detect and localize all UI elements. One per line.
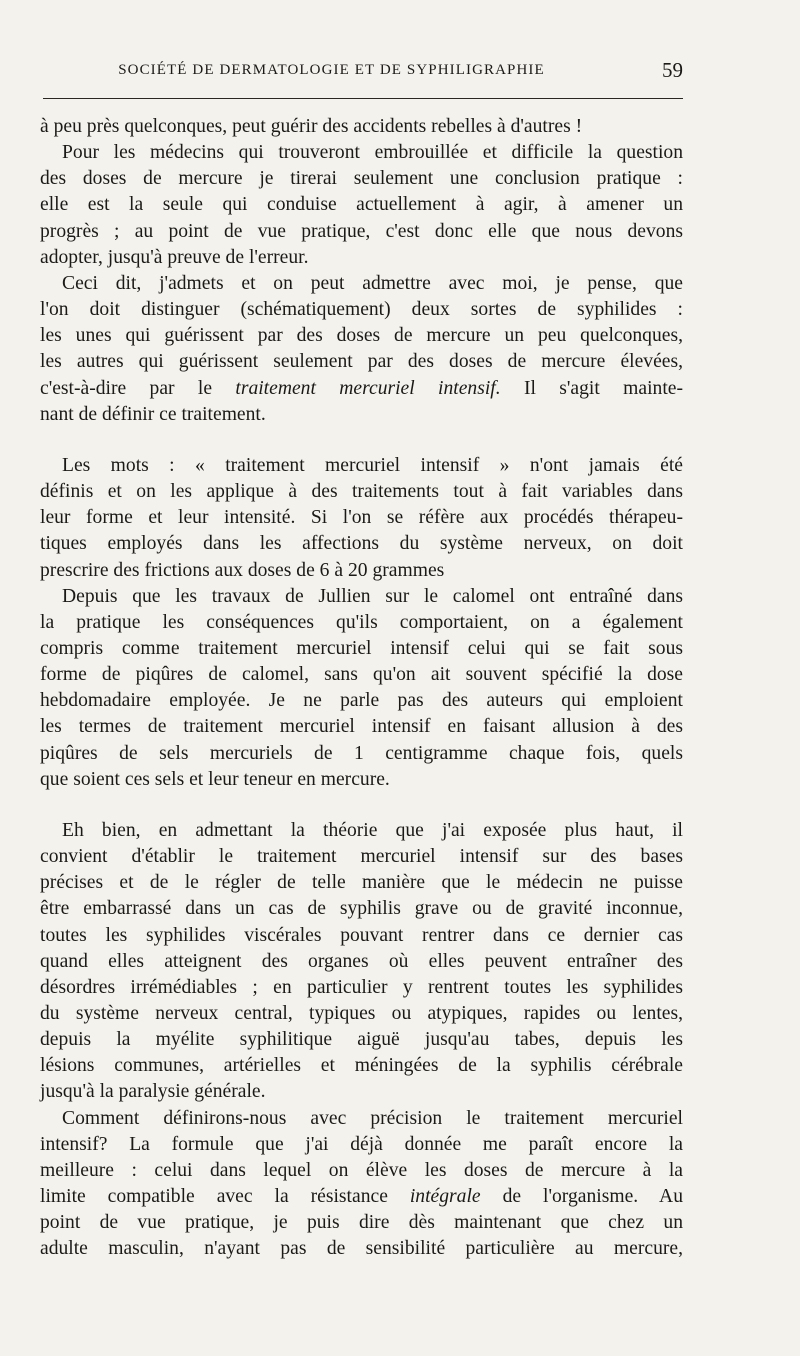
text-run: du système nerveux central, typiques ou atypiques, rapides ou lentes,	[40, 1003, 683, 1024]
text-run: piqûres de sels mercuriels de 1 centigramme chaque fois, quels	[40, 742, 683, 764]
text-run: depuis la myélite syphilitique aiguë jusqu'au tabes, depuis les	[40, 1029, 683, 1051]
text-run: adulte masculin, n'ayant pas de sensibilité particulière au mercure,	[40, 1238, 683, 1260]
text-line	[40, 870, 683, 896]
text-line	[40, 166, 683, 192]
text-run: intensif? La formule que j'ai déjà donnée me paraît encore la	[40, 1133, 683, 1155]
text-run: meilleure : celui dans lequel on élève les doses de mercure à la	[40, 1159, 683, 1181]
page-header	[40, 58, 683, 88]
text-run: Pour les médecins qui trouveront embrouillée et difficile la question	[62, 142, 683, 164]
text-run: Ceci dit, j'admets et on peut admettre avec moi, je pense, que	[62, 272, 683, 294]
text-run: nant de définir ce traitement.	[40, 403, 266, 425]
text-run: l'on doit distinguer (schématiquement) deux sortes de syphilides :	[40, 299, 683, 321]
text-line	[40, 245, 683, 271]
text-line	[40, 714, 683, 740]
text-line	[40, 192, 683, 218]
text-line	[40, 584, 683, 610]
italic-text: traitement mercuriel intensif.	[235, 377, 501, 399]
text-run: être embarrassé dans un cas de syphilis grave ou de gravité inconnue,	[40, 898, 683, 920]
text-run: jusqu'à la paralysie générale.	[40, 1081, 266, 1103]
text-run: les unes qui guérissent par des doses de mercure un peu quelconques,	[40, 325, 683, 347]
text-run: compris comme traitement mercuriel intensif celui qui se fait sous	[40, 637, 683, 659]
text-run: prescrire des frictions aux doses de 6 à 20 grammes	[40, 559, 445, 581]
text-run: hebdomadaire employée. Je ne parle pas des auteurs qui emploient	[40, 690, 683, 712]
text-run: leur forme et leur intensité. Si l'on se réfère aux procédés thérapeu-	[40, 507, 683, 529]
text-run: toutes les syphilides viscérales pouvant rentrer dans ce dernier cas	[40, 924, 683, 946]
text-run: convient d'établir le traitement mercuriel intensif sur des bases	[40, 846, 683, 868]
text-run: tiques employés dans les affections du système nerveux, on doit	[40, 533, 683, 555]
text-line	[40, 219, 683, 245]
text-line	[40, 1079, 683, 1105]
text-line	[40, 767, 683, 793]
paragraph	[40, 114, 683, 140]
paragraph	[40, 584, 683, 793]
text-run: quand elles atteignent des organes où elles peuvent entraîner des	[40, 950, 683, 972]
text-run: progrès ; au point de vue pratique, c'est donc elle que nous devons	[40, 220, 683, 242]
paragraph	[40, 818, 683, 1106]
text-line	[40, 402, 683, 428]
text-line	[40, 949, 683, 975]
text-run: précises et de le régler de telle manière que le médecin ne puisse	[40, 872, 683, 894]
text-run: c'est-à-dire par le	[40, 377, 236, 399]
text-line	[40, 896, 683, 922]
text-line	[40, 376, 683, 402]
text-line	[40, 688, 683, 714]
text-line	[40, 662, 683, 688]
text-line	[40, 741, 683, 767]
text-line	[40, 558, 683, 584]
text-line	[40, 636, 683, 662]
text-line	[40, 271, 683, 297]
text-line	[40, 297, 683, 323]
paragraph	[40, 1106, 683, 1263]
text-line	[40, 323, 683, 349]
text-run: Depuis que les travaux de Jullien sur le calomel ont entraîné dans	[62, 585, 683, 607]
text-line	[40, 1184, 683, 1210]
text-line	[40, 114, 683, 140]
italic-text: intégrale	[409, 1186, 481, 1208]
header-rule	[43, 98, 683, 99]
text-line	[40, 1158, 683, 1184]
text-line	[40, 1236, 683, 1262]
text-run: adopter, jusqu'à preuve de l'erreur.	[40, 246, 309, 268]
text-line	[40, 1132, 683, 1158]
text-line	[40, 505, 683, 531]
text-run: des doses de mercure je tirerai seulement une conclusion pratique :	[40, 168, 683, 190]
text-run: lésions communes, artérielles et méningées de la syphilis cérébrale	[40, 1055, 683, 1077]
text-run: Eh bien, en admettant la théorie que j'ai exposée plus haut, il	[62, 819, 683, 841]
text-line	[40, 531, 683, 557]
running-title: SOCIÉTÉ DE DERMATOLOGIE ET DE SYPHILIGRAPHIE	[118, 62, 545, 78]
text-line	[40, 453, 683, 479]
text-line	[40, 610, 683, 636]
text-run: Comment définirons-nous avec précision le traitement mercuriel	[62, 1107, 683, 1129]
text-line	[40, 818, 683, 844]
text-run: point de vue pratique, je puis dire dès maintenant que chez un	[40, 1212, 683, 1234]
text-run: désordres irrémédiables ; en particulier y rentrent toutes les syphilides	[40, 976, 683, 998]
paragraph	[40, 271, 683, 428]
text-run: à peu près quelconques, peut guérir des accidents rebelles à d'autres !	[40, 116, 583, 137]
text-line	[40, 1027, 683, 1053]
text-run: de l'organisme. Au	[480, 1186, 683, 1208]
paragraph-gap	[40, 793, 683, 818]
body-text	[40, 114, 683, 1263]
text-line	[40, 923, 683, 949]
text-run: Il s'agit mainte-	[500, 377, 683, 399]
text-line	[40, 349, 683, 375]
text-run: forme de piqûres de calomel, sans qu'on ait souvent spécifié la dose	[40, 664, 683, 686]
text-line	[40, 140, 683, 166]
paragraph	[40, 453, 683, 584]
page-number: 59	[662, 58, 683, 82]
text-line	[40, 975, 683, 1001]
text-run: limite compatible avec la résistance	[40, 1186, 410, 1208]
text-line	[40, 1001, 683, 1027]
text-run: les termes de traitement mercuriel intensif en faisant allusion à des	[40, 716, 683, 738]
text-line	[40, 844, 683, 870]
text-run: définis et on les applique à des traitements tout à fait variables dans	[40, 481, 683, 503]
text-run: que soient ces sels et leur teneur en mercure.	[40, 768, 390, 790]
text-line	[40, 1053, 683, 1079]
text-line	[40, 479, 683, 505]
text-run: la pratique les conséquences qu'ils comportaient, on a également	[40, 611, 683, 633]
text-line	[40, 1106, 683, 1132]
text-run: les autres qui guérissent seulement par des doses de mercure élevées,	[40, 351, 683, 373]
text-run: elle est la seule qui conduise actuellement à agir, à amener un	[40, 194, 683, 216]
paragraph-gap	[40, 428, 683, 453]
text-line	[40, 1210, 683, 1236]
paragraph	[40, 140, 683, 271]
text-run: Les mots : « traitement mercuriel intensif » n'ont jamais été	[62, 454, 683, 476]
